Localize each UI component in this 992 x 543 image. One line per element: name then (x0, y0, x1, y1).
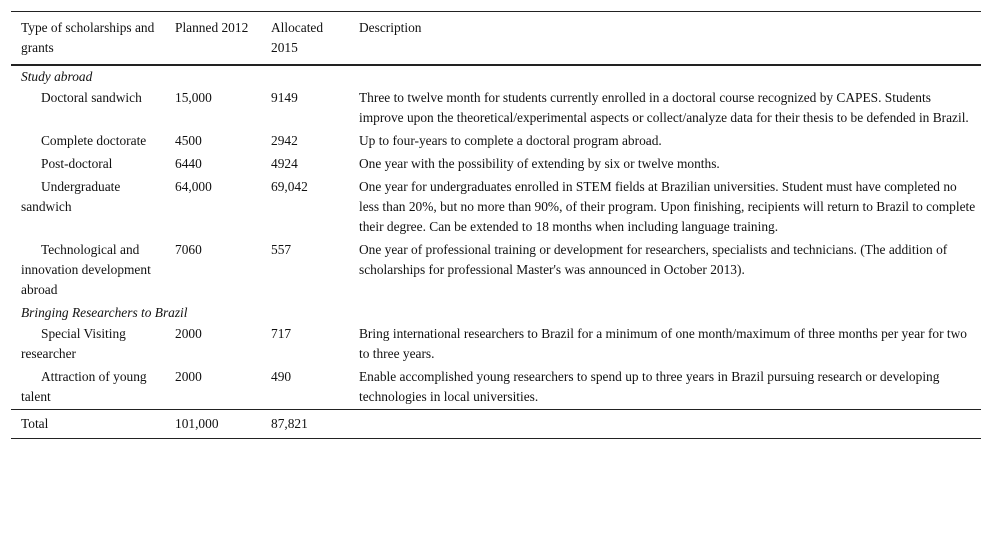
row-type: Post-doctoral (41, 156, 113, 171)
row-type: Doctoral sandwich (41, 90, 142, 105)
row-planned: 15,000 (175, 90, 212, 105)
row-description: One year for undergraduates enrolled in STEM fields at Brazilian universities. Student must have completed no less than 20%, but no more than 90%, of their program. Upon finishing, recipients will return to Brazil to complete their degree. Can be extended to 18 months when including language training. (359, 179, 976, 234)
table-row (11, 87, 981, 130)
section-row (11, 302, 981, 323)
scholarship-table (11, 11, 981, 439)
row-planned: 2000 (175, 326, 202, 341)
header-planned: Planned 2012 (175, 20, 249, 35)
row-description: Three to twelve month for students currently enrolled in a doctoral course recognized by CAPES. Students improve upon the theoretical/experimental aspects or collect/analyze data for their thesis to be defended in Brazil. (359, 90, 969, 125)
row-allocated: 69,042 (271, 179, 308, 194)
row-type: Special Visiting researcher (21, 326, 126, 361)
row-type: Complete doctorate (41, 133, 147, 148)
total-description (349, 410, 981, 439)
row-planned: 6440 (175, 156, 202, 171)
row-allocated: 9149 (271, 90, 298, 105)
row-description: Up to four-years to complete a doctoral program abroad. (359, 133, 662, 148)
row-allocated: 2942 (271, 133, 298, 148)
scholarship-table-container (11, 11, 981, 439)
row-description: Enable accomplished young researchers to spend up to three years in Brazil pursuing research or developing technologies in local universities. (359, 369, 940, 404)
section-row (11, 65, 981, 87)
total-planned: 101,000 (175, 416, 219, 431)
row-planned: 64,000 (175, 179, 212, 194)
table-row (11, 130, 981, 153)
header-type: Type of scholarships and grants (21, 20, 155, 55)
table-row (11, 323, 981, 366)
table-row (11, 176, 981, 239)
row-allocated: 490 (271, 369, 292, 384)
row-description: Bring international researchers to Brazil for a minimum of one month/maximum of three months per year for two to three years. (359, 326, 967, 361)
header-allocated: Allocated 2015 (271, 20, 324, 55)
total-label: Total (21, 416, 49, 431)
row-allocated: 717 (271, 326, 292, 341)
section-title: Study abroad (21, 69, 93, 84)
section-title: Bringing Researchers to Brazil (21, 305, 188, 320)
header-description: Description (359, 20, 422, 35)
row-allocated: 4924 (271, 156, 298, 171)
row-type: Attraction of young talent (21, 369, 147, 404)
table-row (11, 153, 981, 176)
row-planned: 2000 (175, 369, 202, 384)
row-type: Undergraduate sandwich (21, 179, 121, 214)
row-description: One year with the possibility of extending by six or twelve months. (359, 156, 720, 171)
row-type: Technological and innovation development abroad (21, 242, 151, 297)
table-row (11, 239, 981, 302)
row-planned: 4500 (175, 133, 202, 148)
total-row (11, 410, 981, 439)
row-planned: 7060 (175, 242, 202, 257)
row-allocated: 557 (271, 242, 292, 257)
row-description: One year of professional training or development for researchers, specialists and technicians. (The addition of scholarships for professional Master's was announced in October 2013). (359, 242, 948, 277)
total-allocated: 87,821 (271, 416, 308, 431)
table-header-row (11, 12, 981, 66)
table-row (11, 366, 981, 410)
